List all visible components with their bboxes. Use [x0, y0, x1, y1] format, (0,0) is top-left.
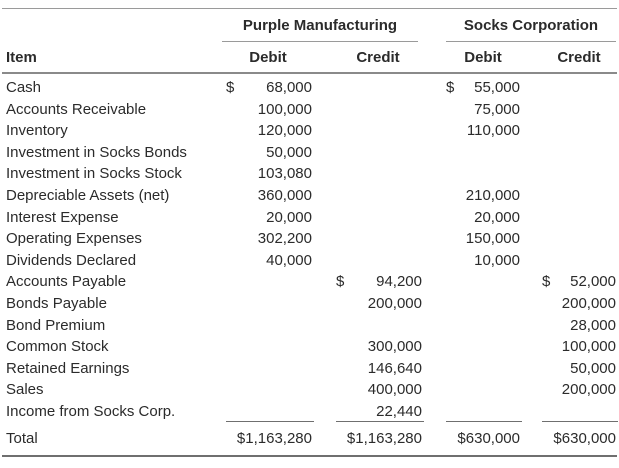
group-header-socks: Socks Corporation [463, 17, 599, 34]
total-rule-sc-debit [446, 421, 522, 422]
row-pm-debit-value: 100,000 [257, 100, 312, 118]
row-pm-credit-currency: $ [336, 273, 345, 291]
row-item-label: Sales [6, 381, 44, 399]
row-pm-debit-value: 40,000 [266, 251, 312, 269]
row-sc-debit-value: 10,000 [474, 251, 520, 269]
row-item-label: Income from Socks Corp. [6, 403, 176, 420]
row-pm-credit-value: 94,200 [376, 273, 422, 291]
row-pm-credit-value: 22,440 [376, 403, 422, 420]
row-item-label: Inventory [6, 122, 68, 140]
table-row [0, 358, 619, 380]
table-row [0, 77, 619, 99]
row-item-label: Interest Expense [6, 208, 119, 226]
column-header-item: Item [6, 49, 37, 66]
table-row [0, 228, 619, 250]
table-row [0, 379, 619, 401]
table-row [0, 163, 619, 185]
row-item-label: Dividends Declared [6, 251, 137, 269]
table-row [0, 99, 619, 121]
table-row [0, 336, 619, 358]
row-pm-credit-value: 200,000 [367, 295, 422, 312]
table-row [0, 271, 619, 293]
row-item-label: Investment in Socks Stock [6, 165, 182, 183]
row-sc-credit-value: 200,000 [561, 381, 616, 399]
row-sc-debit-value: 55,000 [474, 79, 520, 96]
row-item-label: Retained Earnings [6, 359, 130, 377]
bottom-rule [2, 455, 617, 457]
row-pm-debit-value: 50,000 [266, 143, 312, 161]
row-pm-credit-value: 146,640 [367, 359, 422, 377]
row-item-label: Accounts Receivable [6, 100, 147, 118]
row-item-label: Common Stock [6, 338, 109, 356]
row-sc-debit-value: 150,000 [465, 230, 520, 248]
row-pm-debit-value: 360,000 [257, 187, 312, 204]
total-rule-sc-credit [542, 421, 618, 422]
table-row [0, 293, 619, 315]
row-pm-credit-value: 300,000 [367, 338, 422, 356]
total-sc-credit: $630,000 [553, 430, 616, 447]
row-pm-debit-value: 120,000 [257, 122, 312, 140]
table-row [0, 185, 619, 207]
total-row [0, 428, 619, 450]
total-label: Total [6, 430, 38, 447]
row-sc-debit-value: 110,000 [466, 122, 520, 140]
row-sc-debit-value: 20,000 [474, 208, 520, 226]
row-item-label: Bonds Payable [6, 295, 107, 312]
column-header-sc-credit: Credit [557, 49, 601, 66]
row-sc-credit-value: 50,000 [570, 359, 616, 377]
row-sc-debit-currency: $ [446, 79, 455, 96]
table-row [0, 315, 619, 337]
row-sc-debit-value: 75,000 [474, 100, 520, 118]
total-rule-pm-debit [226, 421, 314, 422]
total-sc-debit: $630,000 [457, 430, 520, 447]
table-row [0, 142, 619, 164]
row-sc-credit-value: 28,000 [570, 316, 616, 334]
column-header-pm-debit: Debit [249, 49, 287, 66]
table-row [0, 250, 619, 272]
top-rule [2, 8, 617, 9]
column-header-pm-credit: Credit [356, 49, 400, 66]
row-pm-debit-value: 103,080 [257, 165, 312, 183]
group-header-purple: Purple Manufacturing [242, 17, 398, 34]
row-sc-credit-value: 200,000 [561, 295, 616, 312]
row-pm-debit-value: 20,000 [266, 208, 312, 226]
row-pm-credit-value: 400,000 [367, 381, 422, 399]
row-item-label: Accounts Payable [6, 273, 127, 291]
row-item-label: Cash [6, 79, 42, 96]
row-item-label: Depreciable Assets (net) [6, 187, 170, 204]
row-pm-debit-value: 68,000 [266, 79, 312, 96]
header-rule [2, 72, 617, 74]
row-sc-credit-value: 100,000 [561, 338, 616, 356]
row-pm-debit-value: 302,200 [257, 230, 312, 248]
row-pm-debit-currency: $ [226, 79, 235, 96]
row-item-label: Operating Expenses [6, 230, 142, 248]
row-sc-debit-value: 210,000 [465, 187, 520, 204]
column-header-sc-debit: Debit [464, 49, 502, 66]
table-row [0, 401, 619, 423]
total-pm-debit: $1,163,280 [236, 430, 312, 447]
row-sc-credit-currency: $ [542, 273, 551, 291]
table-row [0, 120, 619, 142]
group-rule-purple [222, 41, 418, 42]
table-row [0, 207, 619, 229]
row-sc-credit-value: 52,000 [570, 273, 616, 291]
group-rule-socks [446, 41, 616, 42]
row-item-label: Investment in Socks Bonds [6, 143, 187, 161]
row-item-label: Bond Premium [6, 316, 106, 334]
total-pm-credit: $1,163,280 [346, 430, 422, 447]
total-rule-pm-credit [336, 421, 424, 422]
